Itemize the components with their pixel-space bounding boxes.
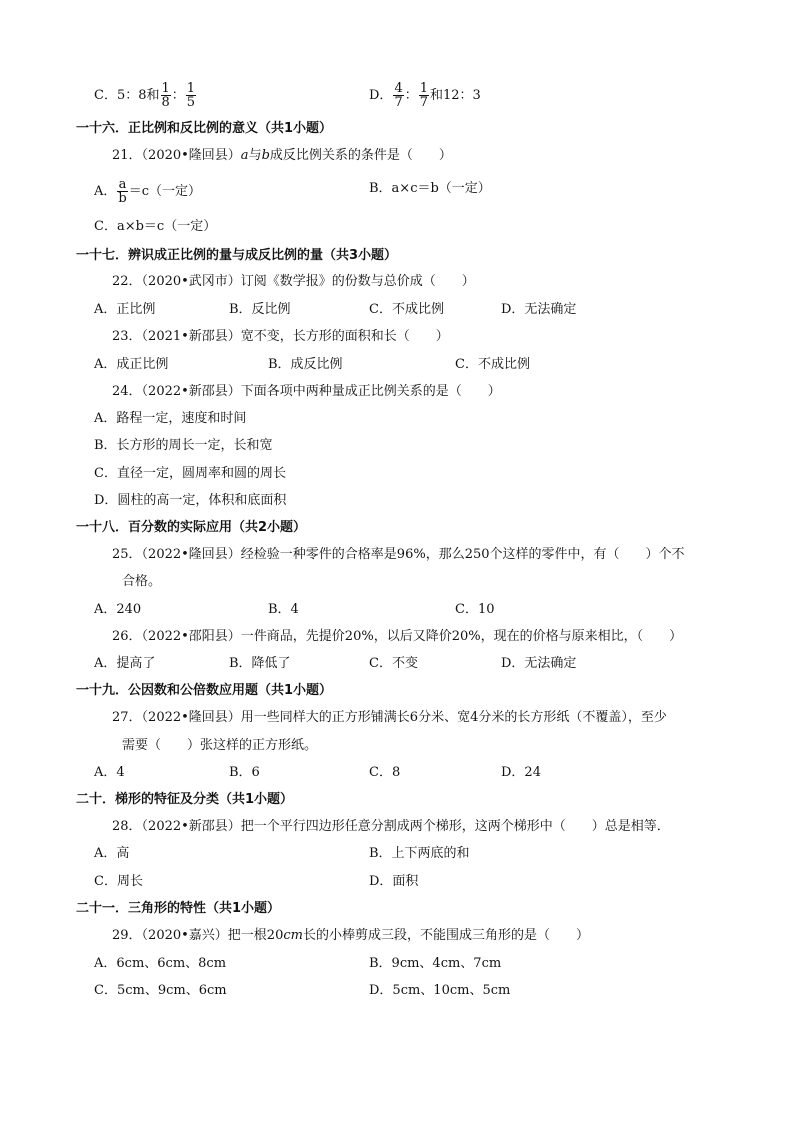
q29-option-b[interactable]: B．9cm、4cm、7cm (369, 956, 502, 971)
stem-text: 与 (248, 148, 262, 163)
question-number: 21．（2020•隆回县） (112, 148, 241, 163)
q27-option-a[interactable]: A．4 (94, 765, 125, 780)
section-heading-18: 一十八．百分数的实际应用（共2小题） (76, 520, 307, 535)
q29-option-d[interactable]: D．5cm、10cm、5cm (369, 983, 511, 998)
fraction-denominator: 5 (186, 95, 196, 110)
q27-option-c[interactable]: C．8 (369, 765, 401, 780)
section-heading-20: 二十．梯形的特征及分类（共1小题） (76, 792, 294, 807)
question-23-stem: 23．（2021•新邵县）宽不变，长方形的面积和长（ ） (112, 329, 449, 344)
section-heading-19: 一十九．公因数和公倍数应用题（共1小题） (76, 683, 333, 698)
q28-option-b[interactable]: B．上下两底的和 (369, 846, 470, 861)
stem-text: 29．（2020•嘉兴）把一根20 (112, 928, 284, 943)
question-28-stem: 28．（2022•新邵县）把一个平行四边形任意分割成两个梯形，这两个梯形中（ ）总是相等． (112, 819, 670, 834)
fraction (186, 82, 196, 109)
fraction (117, 178, 127, 205)
variable-b: b (261, 148, 270, 163)
section-heading-16: 一十六．正比例和反比例的意义（共1小题） (76, 121, 333, 136)
q21-option-b[interactable]: B．a×c＝b（一定） (369, 181, 491, 196)
question-24-stem: 24．（2022•新邵县）下面各项中两种量成正比例关系的是（ ） (112, 384, 501, 399)
question-22-stem: 22．（2020•武冈市）订阅《数学报》的份数与总价成（ ） (112, 274, 475, 289)
fraction-denominator: 7 (394, 95, 403, 110)
q26-option-c[interactable]: C．不变 (369, 656, 418, 671)
q21-option-a[interactable] (94, 178, 201, 205)
q28-option-c[interactable]: C．周长 (94, 874, 143, 889)
section-heading-17: 一十七．辨识成正比例的量与成反比例的量（共3小题） (76, 248, 398, 263)
section-heading-21: 二十一．三角形的特性（共1小题） (76, 901, 281, 916)
q25-option-b[interactable]: B．4 (268, 602, 299, 617)
question-26-stem: 26．（2022•邵阳县）一件商品，先提价20%，以后又降价20%，现在的价格与原来相比，（ ） (112, 629, 683, 644)
fraction-numerator: 1 (161, 81, 170, 96)
question-27-stem-line1: 27．（2022•隆回县）用一些同样大的正方形铺满长6分米、宽4分米的长方形纸（不覆盖），至少 (112, 710, 667, 725)
q26-option-d[interactable]: D．无法确定 (501, 656, 577, 671)
fraction (393, 82, 403, 109)
q24-option-b[interactable]: B．长方形的周长一定，长和宽 (94, 438, 273, 453)
q27-option-b[interactable]: B．6 (229, 765, 260, 780)
fraction-denominator: b (118, 191, 127, 206)
q21-option-c[interactable]: C．a×b＝c（一定） (94, 219, 217, 234)
q22-option-c[interactable]: C．不成比例 (369, 302, 444, 317)
q22-option-a[interactable]: A．正比例 (94, 302, 156, 317)
question-21-stem (112, 147, 452, 165)
fraction-numerator: 1 (186, 81, 196, 96)
q29-option-a[interactable]: A．6cm、6cm、8cm (94, 956, 227, 971)
option-d-suffix: 和12：3 (430, 88, 481, 103)
option-d-prefix: D． (369, 88, 393, 103)
unit-cm: cm (283, 928, 303, 943)
q23-option-a[interactable]: A．成正比例 (94, 357, 169, 372)
q20-option-c[interactable] (94, 82, 197, 109)
ratio-colon: ： (171, 88, 185, 103)
option-a-prefix: A． (94, 184, 117, 199)
fraction-denominator: 7 (419, 95, 429, 110)
question-27-stem-line2: 需要（ ）张这样的正方形纸。 (122, 738, 318, 753)
stem-text: 长的小棒剪成三段，不能围成三角形的是（ ） (302, 928, 589, 943)
q26-option-b[interactable]: B．降低了 (229, 656, 291, 671)
q28-option-a[interactable]: A．高 (94, 846, 130, 861)
q23-option-b[interactable]: B．成反比例 (268, 357, 343, 372)
q22-option-b[interactable]: B．反比例 (229, 302, 291, 317)
q28-option-d[interactable]: D．面积 (369, 874, 419, 889)
q27-option-d[interactable]: D．24 (501, 765, 541, 780)
q23-option-c[interactable]: C．不成比例 (455, 357, 530, 372)
q24-option-d[interactable]: D．圆柱的高一定，体积和底面积 (94, 493, 287, 508)
option-c-prefix: C．5：8和 (94, 88, 160, 103)
fraction (419, 82, 429, 109)
variable-a: a (240, 148, 249, 163)
q25-option-c[interactable]: C．10 (455, 602, 495, 617)
stem-text: 成反比例关系的条件是（ ） (269, 148, 452, 163)
question-25-stem-line1: 25．（2022•隆回县）经检验一种零件的合格率是96%，那么250个这样的零件中，有（ ）个不 (112, 547, 685, 562)
ratio-colon: ： (404, 88, 418, 103)
option-a-suffix: ＝c（一定） (128, 184, 201, 199)
fraction-numerator: 1 (419, 81, 429, 96)
fraction-numerator: 4 (394, 81, 403, 96)
q24-option-c[interactable]: C．直径一定，圆周率和圆的周长 (94, 466, 286, 481)
q20-option-d[interactable] (369, 82, 481, 109)
fraction-denominator: 8 (161, 95, 170, 110)
q26-option-a[interactable]: A．提高了 (94, 656, 156, 671)
fraction-numerator: a (118, 177, 127, 192)
q29-option-c[interactable]: C．5cm、9cm、6cm (94, 983, 227, 998)
q25-option-a[interactable]: A．240 (94, 602, 142, 617)
fraction (161, 82, 171, 109)
q24-option-a[interactable]: A．路程一定，速度和时间 (94, 411, 247, 426)
q22-option-d[interactable]: D．无法确定 (501, 302, 577, 317)
question-29-stem (112, 927, 589, 945)
question-25-stem-line2: 合格。 (122, 574, 162, 589)
